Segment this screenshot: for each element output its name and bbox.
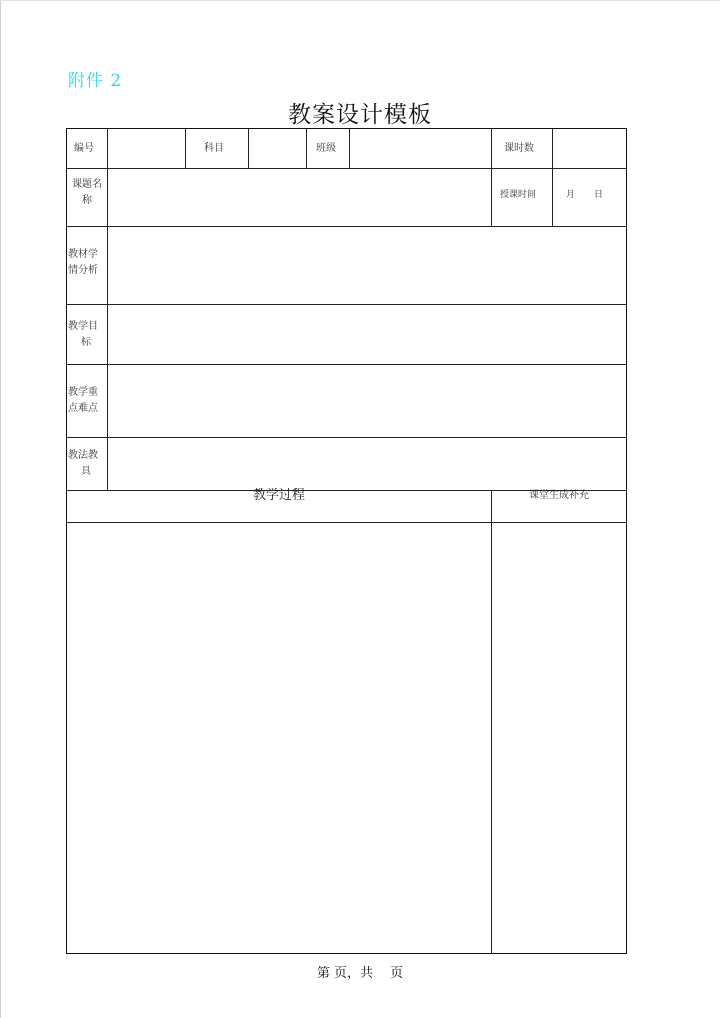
goals-label [68,319,106,351]
number-label: 编号 [74,143,94,154]
page-edge-top [0,0,720,1]
supplement-content-area[interactable] [492,523,626,953]
keypoints-field[interactable] [108,365,626,437]
page-title: 教案设计模板 [288,102,432,128]
analysis-label [68,247,106,279]
hours-label: 课时数 [504,143,534,154]
teaching-time-label: 授课时间 [500,190,537,200]
page-footer: 第 页，共 页 [316,966,404,981]
hours-field[interactable] [553,129,626,168]
day-label: 日 [594,190,604,200]
column-divider [491,129,492,226]
topic-label [68,177,106,209]
topic-label-line1: 课题名 [72,179,102,190]
keypoints-label [68,385,106,417]
subject-label: 科目 [204,143,224,154]
number-field[interactable] [108,129,185,168]
process-label: 教学过程 [252,488,305,503]
supplement-label: 课堂生成补充 [529,490,589,501]
process-content-area[interactable] [67,523,491,953]
lesson-plan-form [66,128,627,954]
month-label: 月 [566,190,576,200]
methods-label-line1: 教法教 [68,450,98,461]
column-divider [306,129,307,168]
keypoints-label-line1: 教学重 [68,387,98,398]
analysis-label-line1: 教材学 [68,249,98,260]
class-label: 班级 [316,143,336,154]
subject-field[interactable] [249,129,306,168]
methods-label-line2: 具 [81,466,91,477]
keypoints-label-line2: 点难点 [68,403,98,414]
methods-label [68,448,106,480]
topic-field[interactable] [108,169,491,226]
analysis-field[interactable] [108,227,626,304]
goals-label-line2: 标 [81,337,91,348]
page-edge-left [0,0,1,1018]
methods-field[interactable] [108,438,626,490]
class-field[interactable] [350,129,491,168]
goals-label-line1: 教学目 [68,321,98,332]
attachment-label: 附件 2 [68,71,123,91]
column-divider [185,129,186,168]
goals-field[interactable] [108,305,626,364]
analysis-label-line2: 情分析 [68,265,98,276]
topic-label-line2: 称 [82,195,92,206]
